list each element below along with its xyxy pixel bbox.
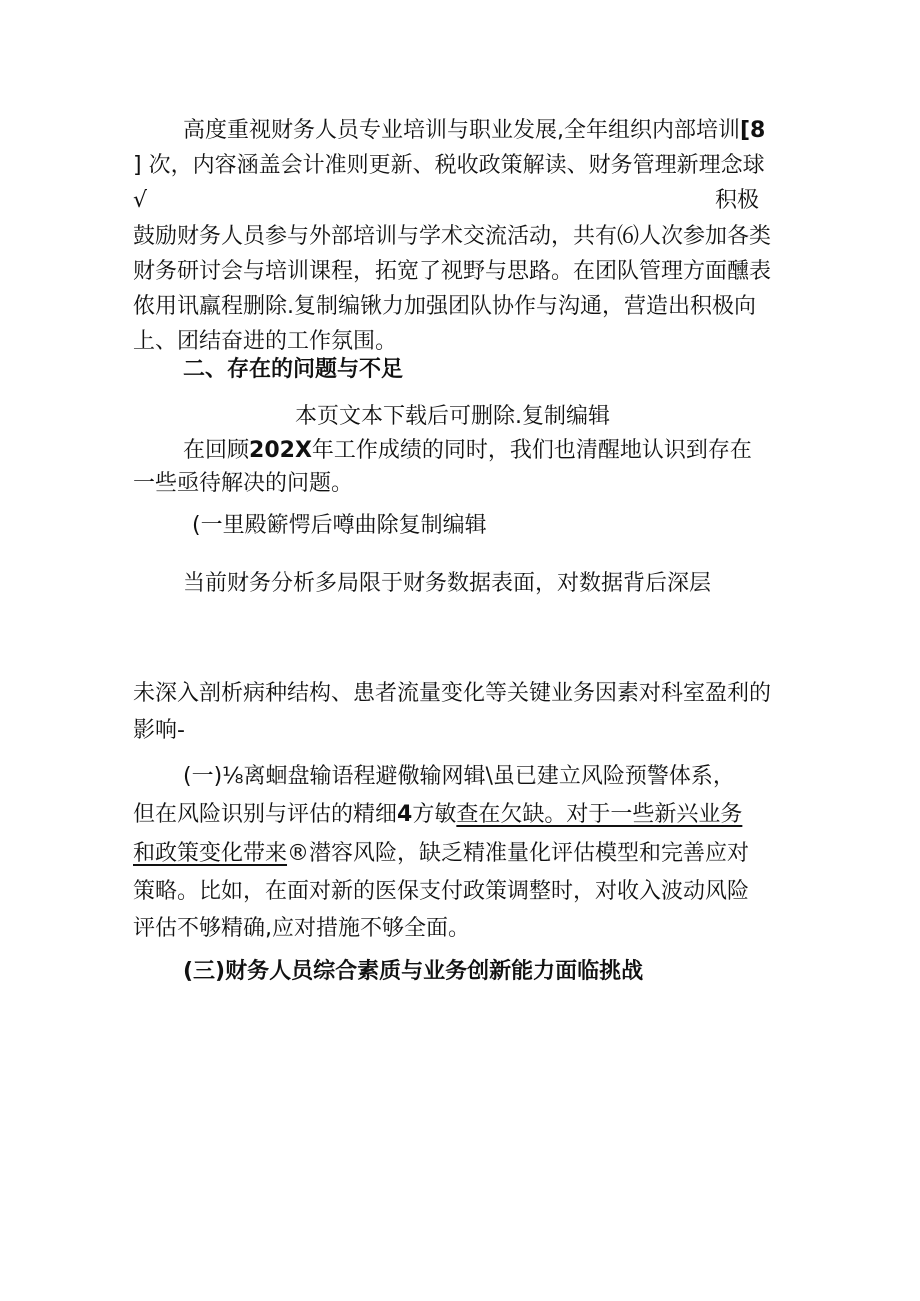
- watermark-text: 本页文本下载后可删除.复制编辑: [295, 404, 610, 429]
- text-span: [8: [740, 118, 766, 143]
- underlined-text: 和政策变化带来: [133, 841, 288, 866]
- underlined-text: 查在欠缺。对于一些新兴业务: [456, 802, 743, 827]
- paragraph-line: [183, 436, 752, 466]
- paragraph-line: √: [133, 188, 148, 213]
- paragraph-line: [133, 800, 742, 830]
- paragraph-line: 当前财务分析多局限于财务数据表面，对数据背后深层: [183, 571, 712, 596]
- paragraph-line: [133, 839, 749, 869]
- text-span: ®潜容风险，缺乏精准量化评估模型和完善应对: [287, 841, 750, 866]
- text-span: 但在风险识别与评估的精细: [133, 802, 398, 827]
- paragraph-line: 财务研讨会与培训课程，拓宽了视野与思路。在团队管理方面醺表: [133, 259, 772, 284]
- paragraph-line: 鼓励财务人员参与外部培训与学术交流活动，共有⑹人次参加各类: [133, 224, 772, 249]
- text-span: 方敏: [412, 802, 457, 827]
- section-heading: (三)财务人员综合素质与业务创新能力面临挑战: [183, 959, 644, 984]
- sub-heading: (一里殿簖愕后噂曲除复制编辑: [192, 513, 487, 538]
- section-heading: 二、存在的问题与不足: [183, 357, 404, 382]
- paragraph-line: 积极: [715, 188, 760, 213]
- text-span: 高度重视财务人员专业培训与职业发展,全年组织内部培训: [183, 118, 740, 143]
- paragraph-line: 一些亟待解决的问题。: [133, 471, 354, 496]
- paragraph-line: 未深入剖析病种结构、患者流量变化等关键业务因素对科室盈利的: [133, 681, 772, 706]
- paragraph-line: 侬用讯羸程删除.复制编锹力加强团队协作与沟通，营造出积极向: [133, 294, 756, 319]
- paragraph-line: (一)⅛离蛔盘输语程避儆输网辑\虽已建立风险预警体系，: [183, 764, 735, 789]
- paragraph-line: ] 次，内容涵盖会计准则更新、税收政策解读、财务管理新理念球: [133, 153, 765, 178]
- paragraph-line: 策略。比如，在面对新的医保支付政策调整时，对收入波动风险: [133, 879, 750, 904]
- paragraph-line: [183, 116, 765, 146]
- text-span: 年工作成绩的同时，我们也清醒地认识到存在: [311, 438, 752, 463]
- text-span: 4: [397, 802, 413, 827]
- paragraph-line: 评估不够精确,应对措施不够全面。: [133, 916, 470, 941]
- paragraph-line: 影响-: [133, 718, 185, 743]
- text-span: 在回顾: [183, 438, 250, 463]
- paragraph-line: 上、团结奋进的工作氛围。: [133, 329, 398, 354]
- year-text: 202X: [249, 438, 312, 463]
